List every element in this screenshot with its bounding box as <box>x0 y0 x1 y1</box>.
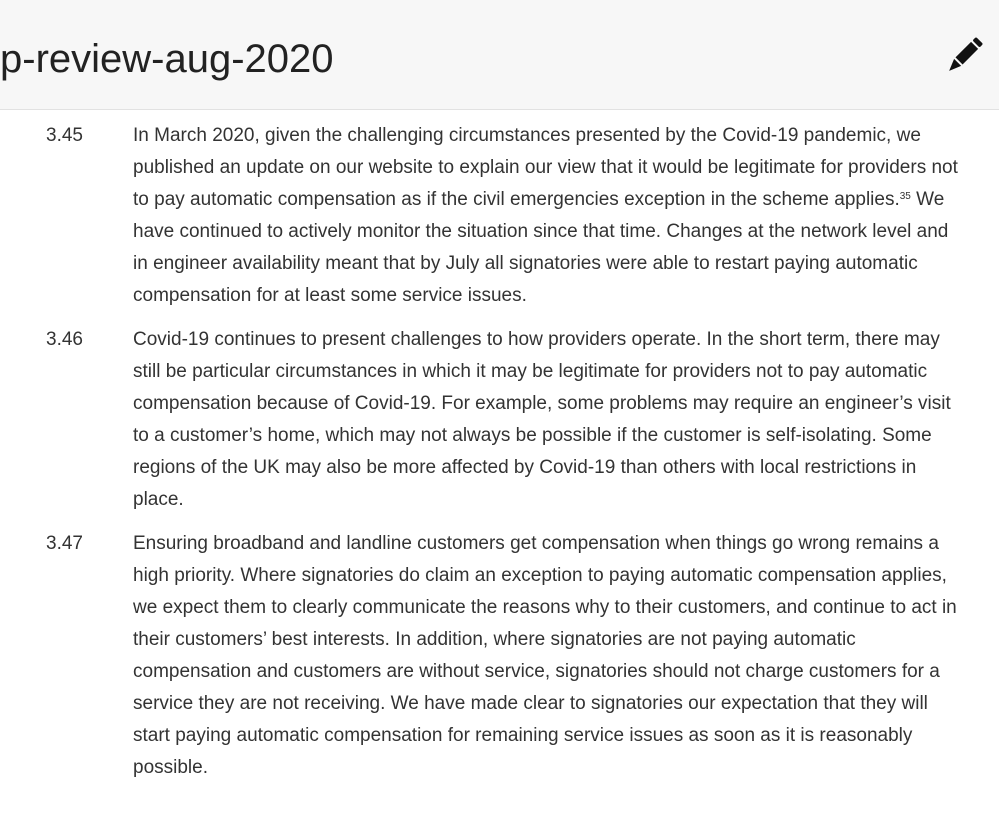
document-title: p-review-aug-2020 <box>0 37 334 81</box>
paragraph-number: 3.45 <box>46 125 83 146</box>
paragraph-text: Ensuring broadband and landline customers get compensation when things go wrong remains a high priority. Where signatories do claim an exception to paying automatic compensation applies, we expect them to clearly communicate the reasons why to their customers, and continue to act in their customers’ best interests. In addition, where signatories are not paying automatic compensation and customers are without service, signatories should not charge customers for a service they are not receiving. We have made clear to signatories our expectation that they will start paying automatic compensation for remaining service issues as soon as it is reasonably possible. <box>133 533 957 778</box>
paragraph-text-part: In March 2020, given the challenging circumstances presented by the Covid-19 pandemic, we published an update on our website to explain our view that it would be legitimate for providers not to pay automatic compensation as if the civil emergencies exception in the scheme applies. <box>133 125 958 210</box>
paragraph-3-46 <box>0 324 999 516</box>
pencil-icon <box>944 36 984 76</box>
paragraph-3-47 <box>0 528 999 784</box>
edit-button[interactable] <box>940 32 988 80</box>
paragraph-text-part: We have continued to actively monitor the situation since that time. Changes at the network level and in engineer availability meant that by July all signatories were able to restart paying automatic compensation for at least some service issues. <box>133 189 949 306</box>
paragraph-number: 3.47 <box>46 533 83 554</box>
paragraph-text <box>133 120 963 312</box>
paragraph-number: 3.46 <box>46 329 83 350</box>
document-body <box>0 110 999 784</box>
footnote-reference[interactable]: 35 <box>899 191 911 202</box>
document-header <box>0 0 999 110</box>
paragraph-text: Covid-19 continues to present challenges to how providers operate. In the short term, there may still be particular circumstances in which it may be legitimate for providers not to pay automatic compensation because of Covid-19. For example, some problems may require an engineer’s visit to a customer’s home, which may not always be possible if the customer is self-isolating. Some regions of the UK may also be more affected by Covid-19 than others with local restrictions in place. <box>133 329 951 510</box>
paragraph-3-45 <box>0 110 999 312</box>
